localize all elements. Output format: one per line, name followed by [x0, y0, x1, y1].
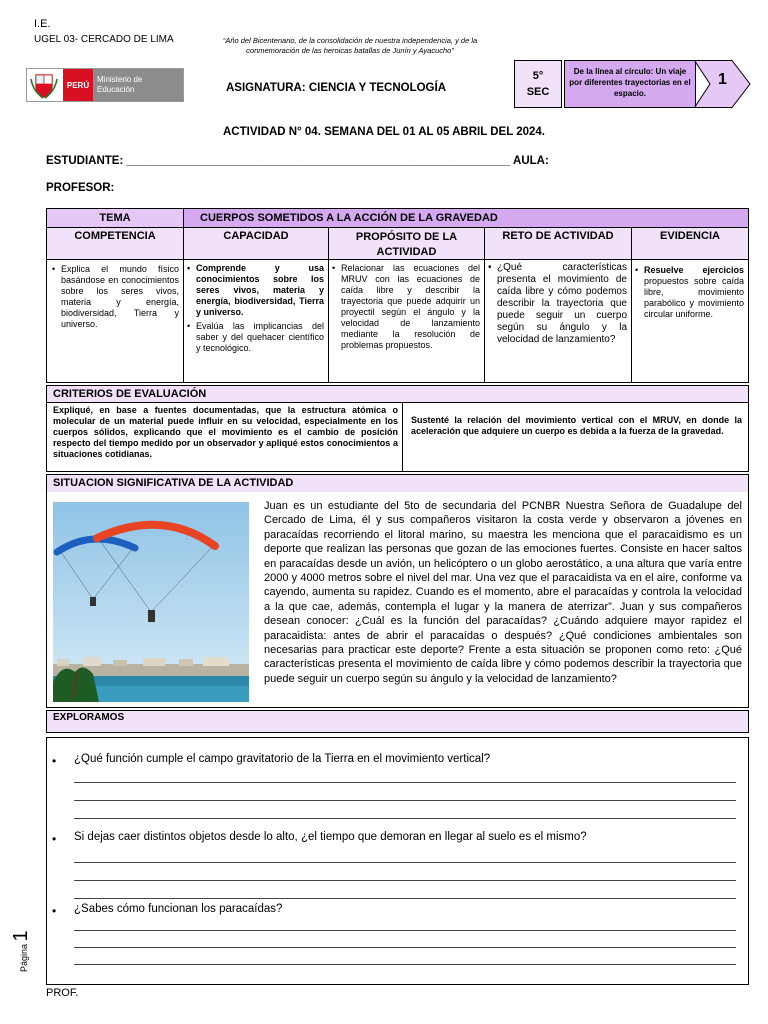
evidencia-rest: propuestos sobre caída libre, movimiento parabólico y movimiento circular uniforme. — [644, 276, 744, 319]
paragliding-illustration — [53, 502, 249, 702]
coat-of-arms-icon — [30, 71, 58, 99]
paragliding-photo — [53, 502, 249, 702]
cell-reto — [484, 259, 632, 383]
answer-line-2b[interactable] — [74, 880, 736, 881]
ministry-name-line1: Ministerio de — [97, 75, 143, 84]
header-evidencia: EVIDENCIA — [631, 227, 749, 260]
page-number: 1 — [10, 930, 32, 942]
ministry-name-line2: Educación — [97, 85, 135, 94]
header-capacidad: CAPACIDAD — [183, 227, 329, 260]
cell-capacidad — [183, 259, 329, 383]
school-label: I.E. — [34, 18, 51, 30]
student-label: ESTUDIANTE: — [46, 155, 124, 167]
header-competencia: COMPETENCIA — [46, 227, 184, 260]
answer-line-3c[interactable] — [74, 964, 736, 965]
student-row — [46, 155, 549, 167]
unit-number-arrow — [694, 60, 752, 108]
answer-line-3b[interactable] — [74, 947, 736, 948]
peru-label: PERÚ — [63, 69, 93, 101]
teacher-label: PROFESOR: — [46, 182, 115, 194]
ministry-name — [93, 69, 183, 101]
student-name-blank[interactable]: ____________________________________________________________ — [126, 155, 511, 167]
criterios-left: Expliqué, en base a fuentes documentadas, que la estructura atómica o molecular de un material puede influir en su velocidad, especialmente en los cuerpos sólidos, explicando que el movimiento es el cambio de posición respecto del tiempo medido por un observador y apliqué estos conocimientos a situaciones cotidianas. — [46, 402, 403, 472]
header-proposito: PROPÓSITO DE LA ACTIVIDAD — [328, 227, 485, 260]
ugel-label: UGEL 03- CERCADO DE LIMA — [34, 34, 174, 45]
answer-line-1a[interactable] — [74, 782, 736, 783]
evidencia-text — [634, 265, 744, 320]
evidencia-bold: Resuelve ejercicios — [644, 265, 744, 275]
subject-title: ASIGNATURA: CIENCIA Y TECNOLOGÍA — [226, 82, 446, 94]
competencia-text: • Explica el mundo físico basándose en conocimientos sobre los seres vivos, materia y energía, biodiversidad, Tierra y universo. — [51, 264, 179, 330]
bullet-3: • — [52, 904, 57, 918]
cell-evidencia — [631, 259, 749, 383]
bullet-1: • — [52, 754, 57, 768]
question-1: ¿Qué función cumple el campo gravitatorio de la Tierra en el movimiento vertical? — [74, 753, 491, 765]
grade-number: 5° — [532, 70, 544, 82]
tema-value: CUERPOS SOMETIDOS A LA ACCIÓN DE LA GRAVEDAD — [183, 208, 749, 228]
question-3: ¿Sabes cómo funcionan los paracaídas? — [74, 903, 283, 915]
situacion-title: SITUACION SIGNIFICATIVA DE LA ACTIVIDAD — [47, 475, 748, 492]
criterios-title: CRITERIOS DE EVALUACIÓN — [46, 385, 749, 403]
unit-title-box: De la línea al círculo: Un viaje por diferentes trayectorias en el espacio. — [564, 60, 696, 108]
page-label: Página — [19, 943, 29, 972]
year-motto: “Año del Bicentenario, de la consolidación de nuestra independencia, y de la conmemoración de las heroicas batallas de Junín y Ayacucho” — [222, 36, 478, 55]
criterios-right: Sustenté la relación del movimiento vertical con el MRUV, en donde la aceleración que adquiere un cuerpo es debida a la fuerza de la gravedad. — [402, 402, 749, 472]
proposito-text: • Relacionar las ecuaciones del MRUV con las ecuaciones de caída libre y describir la trayectoria que puede adquirir un proyectil según el ángulo y la velocidad de lanzamiento mediante la resolución de problemas propuestos. — [331, 263, 480, 351]
reto-text: • ¿Qué características presenta el movimiento de caída libre y cómo podemos describir la trayectoria que puede seguir un cuerpo según su ángulo y la velocidad de lanzamiento? — [487, 262, 627, 346]
answer-line-2c[interactable] — [74, 898, 736, 899]
situacion-text: Juan es un estudiante del 5to de secundaria del PCNBR Nuestra Señora de Guadalupe del Cercado de Lima, él y sus compañeros visitaron la costa verde y observaron a jóvenes en paracaídas recorriendo el litoral marino, su maestra les menciona que el paracaidismo es un deporte que realizan las personas que gozan de las emociones fuertes. Consiste en hacer saltos en paracaídas desde un avión, un helicóptero o un globo aerostático, a una altura que varía entre 2000 y 4000 metros sobre el nivel del mar. Una vez que el paracaidista va en el aire, conforme va cayendo, aumenta su rapidez. Cuando es el momento, abre el paracaídas y controla la velocidad a la que cae, además, contempla el lugar y la manera de aterrizar”. Juan y sus compañeros desean conocer: ¿Cuál es la función del paracaídas? ¿Cuándo adquiere mayor rapidez el paracaidista: antes de abrir el paracaídas o después? ¿Qué condiciones ambientales son necesarias para practicar este deporte? Frente a esta situación se proponen como reto: ¿Qué características presenta el movimiento de caída libre y cómo podemos describir la trayectoria que puede seguir un cuerpo según su ángulo y la velocidad de lanzamiento? — [264, 500, 742, 685]
header-reto: RETO DE ACTIVIDAD — [484, 227, 632, 260]
capacidad-item-2: • Evalúa las implicancias del saber y del quehacer científico y tecnológico. — [186, 321, 324, 354]
tema-label: TEMA — [46, 208, 184, 228]
grade-level: SEC — [526, 86, 550, 98]
capacidad-item-1: • Comprende y usa conocimientos sobre los seres vivos, materia y energía, biodiversidad, Tierra y universo. — [186, 263, 324, 318]
ministry-logo — [26, 68, 184, 102]
page-number-vertical — [8, 920, 38, 980]
answer-line-2a[interactable] — [74, 862, 736, 863]
prof-label: PROF. — [46, 987, 79, 999]
answer-line-1b[interactable] — [74, 800, 736, 801]
cell-competencia — [46, 259, 184, 383]
classroom-label: AULA: — [513, 155, 549, 167]
answer-line-1c[interactable] — [74, 818, 736, 819]
unit-number: 1 — [718, 71, 727, 88]
grade-box — [514, 60, 562, 108]
exploramos-title: EXPLORAMOS — [46, 710, 749, 733]
bullet-2: • — [52, 832, 57, 846]
cell-proposito — [328, 259, 485, 383]
question-2: Si dejas caer distintos objetos desde lo alto, ¿el tiempo que demoran en llegar al suelo es el mismo? — [74, 831, 587, 843]
activity-title: ACTIVIDAD N° 04. SEMANA DEL 01 AL 05 ABRIL DEL 2024. — [223, 126, 545, 138]
answer-line-3a[interactable] — [74, 930, 736, 931]
